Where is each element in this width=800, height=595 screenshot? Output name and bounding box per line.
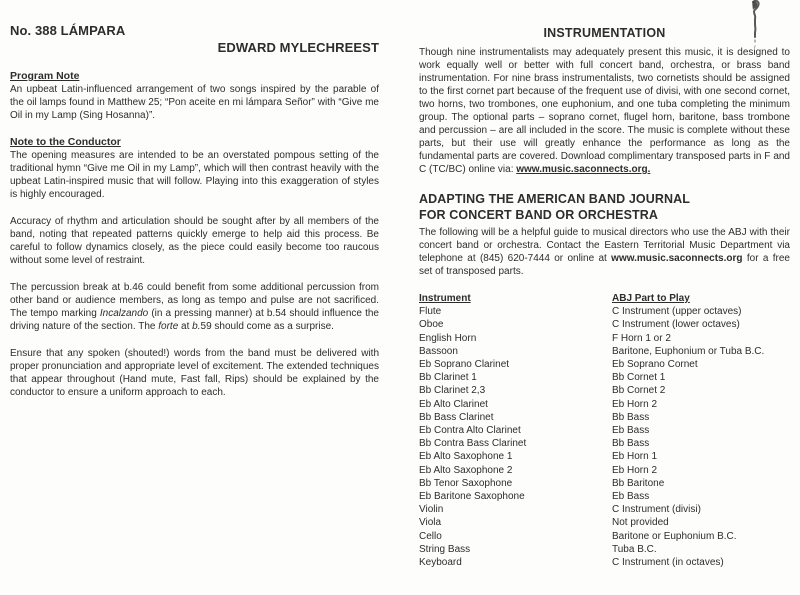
abj-part-cell: Eb Soprano Cornet [612, 359, 698, 371]
adapting-heading-line1: ADAPTING THE AMERICAN BAND JOURNAL [419, 192, 690, 206]
instrument-cell: String Bass [419, 543, 471, 555]
abj-part-cell: C Instrument (divisi) [612, 504, 701, 516]
instrument-cell: Eb Soprano Clarinet [419, 359, 510, 371]
instrument-cell: Flute [419, 306, 442, 318]
abj-part-table [419, 292, 790, 569]
text-segment: 59 should come as a surprise. [200, 321, 334, 332]
abj-part-cell: Bb Bass [612, 411, 650, 423]
instrument-cell: Bb Contra Bass Clarinet [419, 438, 527, 450]
instrument-cell: Bb Tenor Saxophone [419, 477, 513, 489]
table-row [419, 358, 790, 371]
table-row [419, 332, 790, 345]
conductor-paragraph-2: Accuracy of rhythm and articulation should be sought after by all members of the band, noting that repeated patterns quickly emerge to help aid this process. Be careful to follow dynamics closely, as the piece could easily become too raucous without some level of restraint. [10, 216, 379, 266]
abj-part-cell: C Instrument (lower octaves) [612, 319, 740, 331]
abj-table-rows [419, 305, 790, 569]
adapting-heading-line2: FOR CONCERT BAND OR ORCHESTRA [419, 208, 659, 222]
table-row [419, 464, 790, 477]
program-note-heading: Program Note [10, 70, 80, 82]
instrument-cell: Oboe [419, 319, 444, 331]
instrument-cell: Violin [419, 504, 444, 516]
instrument-cell: Bb Clarinet 2,3 [419, 385, 486, 397]
conductor-note-heading: Note to the Conductor [10, 136, 121, 148]
table-header-row [419, 292, 790, 305]
saconnects-url-link[interactable]: www.music.saconnects.org. [516, 164, 651, 175]
abj-part-cell: Tuba B.C. [612, 543, 657, 555]
abj-part-cell: Bb Bass [612, 438, 650, 450]
program-note-paragraph: An upbeat Latin-influenced arrangement of two songs inspired by the parable of the oil lamps found in Matthew 25; “Pon aceite en mi lámpara Señor” with “Give me Oil in my Lamp (Sing Hosanna)”. [10, 84, 379, 121]
instrument-cell: Eb Alto Saxophone 2 [419, 464, 513, 476]
catalog-number-title: No. 388 LÁMPARA [10, 23, 126, 38]
text-segment: forte [158, 321, 179, 332]
text-segment: b. [192, 321, 201, 332]
instrument-cell: Cello [419, 530, 442, 542]
instrument-cell: Eb Alto Saxophone 1 [419, 451, 513, 463]
abj-part-cell: Not provided [612, 517, 669, 529]
table-row [419, 424, 790, 437]
instrument-cell: Eb Baritone Saxophone [419, 491, 525, 503]
table-row [419, 411, 790, 424]
table-row [419, 490, 790, 503]
abj-part-cell: C Instrument (upper octaves) [612, 306, 742, 318]
table-row [419, 305, 790, 318]
conductor-paragraph-3 [10, 281, 379, 333]
table-row [419, 345, 790, 358]
table-row [419, 556, 790, 569]
abj-part-cell: C Instrument (in octaves) [612, 557, 724, 569]
text-segment: Incalzando [99, 308, 149, 319]
abj-part-cell: Bb Baritone [612, 477, 665, 489]
adapting-paragraph [419, 226, 790, 278]
instrumentation-paragraph [419, 46, 790, 176]
composer-name: EDWARD MYLECHREEST [217, 40, 379, 55]
abj-part-cell: F Horn 1 or 2 [612, 332, 671, 344]
table-row [419, 371, 790, 384]
table-row [419, 318, 790, 331]
instrument-cell: English Horn [419, 332, 477, 344]
abj-part-cell: Eb Horn 2 [612, 398, 658, 410]
text-segment: at [178, 321, 193, 332]
abj-part-cell: Eb Horn 1 [612, 451, 658, 463]
abj-part-cell: Bb Cornet 1 [612, 372, 666, 384]
instrument-cell: Eb Contra Alto Clarinet [419, 425, 521, 437]
instrument-column-header: Instrument [419, 293, 471, 304]
abj-part-cell: Eb Bass [612, 491, 650, 503]
text-segment: (in a pressing manner) at b.54 should influence the driving nature of the section. The [10, 308, 379, 332]
table-row [419, 398, 790, 411]
text-segment: The percussion break at b.46 could benefit from some additional percussion from other band or audience members, as long as tempo and pulse are not sacrificed. The tempo marking [10, 282, 379, 319]
text-segment: for a free set of transposed parts. [419, 253, 790, 277]
instrument-cell: Keyboard [419, 557, 462, 569]
table-row [419, 516, 790, 529]
text-segment: The following will be a helpful guide to musical directors who use the ABJ with their concert band or orchestra. Contact the Eastern Territorial Music Department via telephone at (845) 620-7444 or online at [419, 227, 790, 264]
table-row [419, 450, 790, 463]
conductor-paragraph-4: Ensure that any spoken (shouted!) words from the band must be delivered with proper pronunciation and appropriate level of excitement. The extended techniques that appear throughout (Hand mute, Fast fall, Rips) should be explained by the conductor to ensure a uniform approach to each. [10, 348, 379, 398]
instrument-cell: Eb Alto Clarinet [419, 398, 488, 410]
abj-part-column-header: ABJ Part to Play [612, 293, 690, 304]
table-row [419, 503, 790, 516]
instrument-cell: Bb Bass Clarinet [419, 411, 494, 423]
left-column [10, 0, 379, 413]
adapting-heading [419, 191, 790, 223]
abj-part-cell: Bb Cornet 2 [612, 385, 666, 397]
right-column [419, 0, 790, 569]
abj-part-cell: Eb Horn 2 [612, 464, 658, 476]
table-row [419, 384, 790, 397]
abj-part-cell: Eb Bass [612, 425, 650, 437]
abj-part-cell: Baritone or Euphonium B.C. [612, 530, 737, 542]
instrument-cell: Bassoon [419, 345, 458, 357]
conductor-paragraph-1: The opening measures are intended to be an overstated pompous setting of the traditional hymn “Give me Oil in my Lamp”, which will then contrast heavily with the upbeat Latin-inspired music that will follow. Playing into this exaggeration of styles is highly encouraged. [10, 150, 379, 200]
text-segment: Though nine instrumentalists may adequately present this music, it is designed to work equally well or better with full concert band, orchestra, or brass band instrumentation. For nine brass instrumentalists, two cornetists should be assigned to the first cornet part because of the frequent use of divisi, with one second cornet, two horns, two trombones, one euphonium, and one tuba completing the minimum group. The optional parts – soprano cornet, flugel horn, baritone, bass trombone and percussion – are all included in the score. The music is complete without these parts, but their use will greatly enhance the performance as long as the fundamental parts are covered. Download complimentary transposed parts in F and C (TC/BC) online via: [419, 47, 790, 175]
instrumentation-heading: INSTRUMENTATION [543, 26, 666, 40]
abj-part-cell: Baritone, Euphonium or Tuba B.C. [612, 345, 765, 357]
instrument-cell: Viola [419, 517, 442, 529]
table-row [419, 530, 790, 543]
table-row [419, 477, 790, 490]
saconnects-url-bold[interactable]: www.music.saconnects.org [611, 253, 743, 264]
table-row [419, 437, 790, 450]
table-row [419, 543, 790, 556]
instrument-cell: Bb Clarinet 1 [419, 372, 477, 384]
